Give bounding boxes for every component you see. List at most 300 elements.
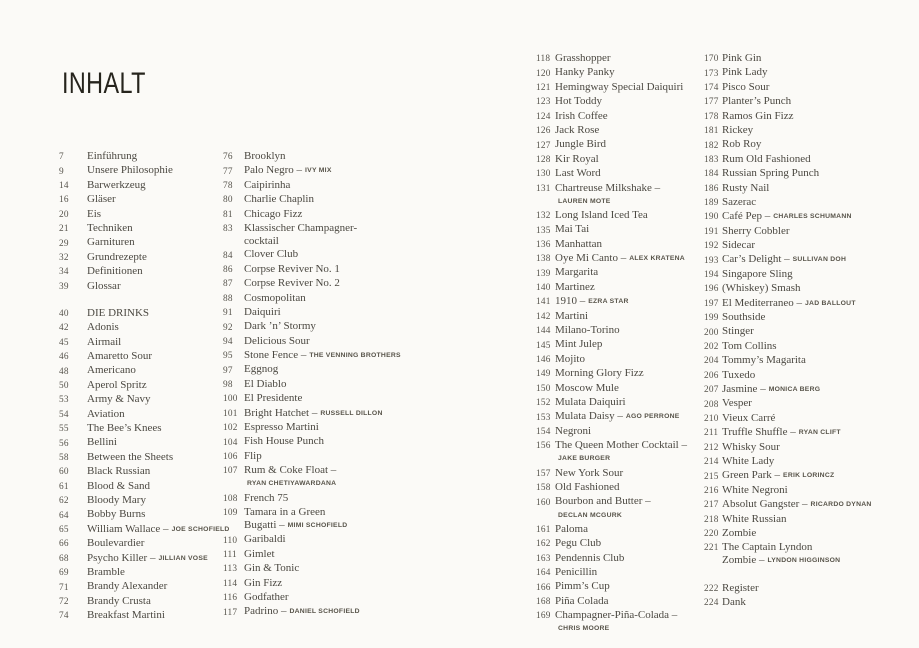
toc-item bbox=[536, 138, 718, 152]
entry-title: Gin & Tonic bbox=[244, 562, 300, 575]
toc-item bbox=[704, 441, 896, 455]
entry-title: Mai Tai bbox=[555, 223, 590, 236]
page-number: 164 bbox=[536, 568, 551, 579]
entry-title: (Whiskey) Smash bbox=[722, 282, 801, 295]
page-number: 123 bbox=[536, 97, 551, 108]
toc-item bbox=[59, 179, 227, 193]
page-number: 9 bbox=[59, 166, 64, 177]
page-number: 68 bbox=[59, 553, 69, 564]
page-number: 81 bbox=[223, 209, 233, 220]
attribution: THE VENNING BROTHERS bbox=[309, 352, 401, 360]
page-number: 128 bbox=[536, 154, 551, 165]
entry-title: Mint Julep bbox=[555, 338, 603, 351]
toc-item bbox=[704, 268, 896, 282]
toc-column-3 bbox=[536, 52, 718, 637]
entry-title: Penicillin bbox=[555, 565, 598, 578]
attribution: RUSSELL DILLON bbox=[320, 409, 383, 417]
toc-item bbox=[536, 566, 718, 580]
toc-item bbox=[704, 167, 896, 181]
entry-title: Airmail bbox=[87, 335, 122, 348]
page-number: 7 bbox=[59, 152, 64, 163]
toc-item bbox=[223, 222, 425, 248]
entry-title: Sherry Cobbler bbox=[722, 224, 790, 237]
entry-title: Piña Colada bbox=[555, 594, 609, 607]
entry-title: Corpse Reviver No. 2 bbox=[244, 277, 340, 290]
toc-item bbox=[59, 321, 227, 335]
page-number: 217 bbox=[704, 500, 719, 511]
toc-item bbox=[704, 527, 896, 541]
page-number: 84 bbox=[223, 250, 233, 261]
entry-title: Army & Navy bbox=[87, 393, 151, 406]
entry-title: William Wallace – JOE SCHOFIELD bbox=[87, 522, 230, 535]
page-number: 40 bbox=[59, 309, 69, 320]
entry-title: Russian Spring Punch bbox=[722, 167, 820, 180]
page-number: 102 bbox=[223, 423, 238, 434]
toc-item bbox=[59, 451, 227, 465]
page-number: 220 bbox=[704, 529, 719, 540]
entry-title: Aviation bbox=[87, 407, 125, 420]
entry-title: Breakfast Martini bbox=[87, 609, 165, 622]
entry-title: Last Word bbox=[555, 167, 601, 180]
toc-item bbox=[223, 179, 425, 193]
page-number: 189 bbox=[704, 198, 719, 209]
toc-item bbox=[704, 369, 896, 383]
toc-item bbox=[704, 513, 896, 527]
toc-item bbox=[223, 248, 425, 262]
toc-item bbox=[223, 464, 425, 491]
toc-column-2 bbox=[223, 150, 425, 620]
attribution: MIMI SCHOFIELD bbox=[287, 522, 348, 530]
entry-title: Pink Gin bbox=[722, 52, 762, 64]
page-number: 88 bbox=[223, 293, 233, 304]
page-number: 191 bbox=[704, 226, 719, 237]
toc-item bbox=[536, 396, 718, 410]
toc-item bbox=[536, 609, 718, 636]
entry-title: El Mediterraneo – JAD BALLOUT bbox=[722, 296, 856, 309]
entry-title: Glossar bbox=[87, 279, 121, 292]
entry-title: Paloma bbox=[555, 522, 588, 535]
entry-title: The Bee’s Knees bbox=[87, 422, 162, 435]
toc-item bbox=[223, 277, 425, 291]
page-number: 212 bbox=[704, 442, 719, 453]
toc-item bbox=[704, 596, 896, 610]
toc-item bbox=[223, 164, 425, 178]
toc-item bbox=[536, 95, 718, 109]
entry-title: White Russian bbox=[722, 512, 787, 525]
toc-item bbox=[59, 552, 227, 566]
page-number: 162 bbox=[536, 539, 551, 550]
attribution: ERIK LORINCZ bbox=[783, 472, 835, 480]
toc-item bbox=[536, 425, 718, 439]
entry-title: Unsere Philosophie bbox=[87, 164, 173, 177]
toc-item bbox=[59, 208, 227, 222]
page-number: 144 bbox=[536, 326, 551, 337]
toc-item bbox=[223, 605, 425, 619]
entry-title: Fish House Punch bbox=[244, 435, 325, 448]
entry-title: Vieux Carré bbox=[722, 411, 776, 424]
entry-title: Bright Hatchet – RUSSELL DILLON bbox=[244, 406, 383, 419]
entry-title: Martinez bbox=[555, 280, 595, 293]
toc-item bbox=[536, 481, 718, 495]
entry-title: Old Fashioned bbox=[555, 480, 620, 493]
toc-item bbox=[536, 467, 718, 481]
entry-title: 1910 – EZRA STAR bbox=[555, 295, 629, 308]
entry-title: Morning Glory Fizz bbox=[555, 367, 644, 380]
page-number: 77 bbox=[223, 166, 233, 177]
page-number: 141 bbox=[536, 297, 551, 308]
entry-title: Klassischer Champagner- cocktail bbox=[244, 221, 358, 248]
attribution: RYAN CHETIYAWARDANA bbox=[247, 480, 337, 488]
entry-title: Adonis bbox=[87, 321, 119, 334]
attribution: JAKE BURGER bbox=[558, 455, 611, 463]
toc-item bbox=[704, 412, 896, 426]
entry-title: Pimm’s Cup bbox=[555, 580, 610, 593]
toc-item bbox=[704, 498, 896, 512]
toc-item bbox=[704, 66, 896, 80]
toc-item bbox=[704, 239, 896, 253]
entry-title: Vesper bbox=[722, 397, 752, 410]
toc-item bbox=[59, 422, 227, 436]
page-number: 32 bbox=[59, 252, 69, 263]
page-number: 72 bbox=[59, 596, 69, 607]
toc-item bbox=[59, 494, 227, 508]
entry-title: Milano-Torino bbox=[555, 324, 620, 337]
toc-column-4 bbox=[704, 52, 896, 610]
page-number: 135 bbox=[536, 225, 551, 236]
toc-item bbox=[536, 266, 718, 280]
toc-item bbox=[536, 595, 718, 609]
entry-title: Grundrezepte bbox=[87, 250, 147, 263]
toc-item bbox=[536, 495, 718, 522]
page-number: 157 bbox=[536, 468, 551, 479]
page-number: 207 bbox=[704, 385, 719, 396]
page-number: 197 bbox=[704, 298, 719, 309]
toc-item bbox=[536, 580, 718, 594]
entry-title: Eis bbox=[87, 207, 102, 220]
entry-title: Psycho Killer – JILLIAN VOSE bbox=[87, 551, 208, 564]
toc-item bbox=[59, 566, 227, 580]
toc-item bbox=[704, 455, 896, 469]
toc-item bbox=[223, 320, 425, 334]
entry-title: Rob Roy bbox=[722, 138, 762, 151]
page-number: 163 bbox=[536, 553, 551, 564]
toc-item bbox=[536, 295, 718, 309]
page-number: 132 bbox=[536, 211, 551, 222]
entry-title: Jack Rose bbox=[555, 123, 600, 136]
page-number: 34 bbox=[59, 267, 69, 278]
toc-group bbox=[59, 150, 227, 294]
entry-title: Brooklyn bbox=[244, 150, 286, 162]
page-number: 53 bbox=[59, 395, 69, 406]
toc-item bbox=[704, 469, 896, 483]
toc-item bbox=[536, 552, 718, 566]
attribution: DANIEL SCHOFIELD bbox=[289, 608, 360, 616]
entry-title: Manhattan bbox=[555, 237, 603, 250]
page-number: 216 bbox=[704, 485, 719, 496]
toc-item bbox=[536, 110, 718, 124]
page-number: 152 bbox=[536, 398, 551, 409]
page-number: 55 bbox=[59, 424, 69, 435]
toc-item bbox=[704, 196, 896, 210]
page-number: 101 bbox=[223, 408, 238, 419]
entry-title: New York Sour bbox=[555, 466, 624, 479]
page-number: 158 bbox=[536, 483, 551, 494]
entry-title: Daiquiri bbox=[244, 305, 281, 318]
page-number: 130 bbox=[536, 169, 551, 180]
page-number: 94 bbox=[223, 336, 233, 347]
attribution: JILLIAN VOSE bbox=[158, 554, 208, 562]
entry-title: Jasmine – MONICA BERG bbox=[722, 382, 821, 395]
toc-item bbox=[223, 577, 425, 591]
entry-title: Chicago Fizz bbox=[244, 207, 303, 220]
entry-title: Garnituren bbox=[87, 236, 135, 249]
page-number: 196 bbox=[704, 284, 719, 295]
entry-title: Americano bbox=[87, 364, 136, 377]
page-number: 124 bbox=[536, 111, 551, 122]
page-number: 178 bbox=[704, 111, 719, 122]
page-number: 78 bbox=[223, 180, 233, 191]
attribution: LAUREN MOTE bbox=[558, 197, 611, 205]
page-number: 104 bbox=[223, 437, 238, 448]
page-number: 54 bbox=[59, 409, 69, 420]
entry-title: Boulevardier bbox=[87, 537, 145, 550]
entry-title: Einführung bbox=[87, 150, 138, 162]
page-number: 211 bbox=[704, 428, 719, 439]
entry-title: Sidecar bbox=[722, 239, 755, 252]
entry-title: Mojito bbox=[555, 352, 585, 365]
toc-group bbox=[223, 150, 425, 620]
entry-title: Bourbon and Butter – DECLAN MCGURK bbox=[555, 495, 651, 519]
page-number: 113 bbox=[223, 564, 238, 575]
toc-item bbox=[223, 392, 425, 406]
toc-item bbox=[223, 378, 425, 392]
page-number: 58 bbox=[59, 453, 69, 463]
toc-item bbox=[704, 52, 896, 66]
page-number: 224 bbox=[704, 598, 719, 609]
toc-item bbox=[536, 153, 718, 167]
page-number: 142 bbox=[536, 311, 551, 322]
toc-item bbox=[704, 282, 896, 296]
page-number: 192 bbox=[704, 241, 719, 252]
toc-item bbox=[223, 407, 425, 421]
attribution: LYNDON HIGGINSON bbox=[767, 557, 841, 565]
entry-title: Truffle Shuffle – RYAN CLIFT bbox=[722, 426, 841, 439]
toc-item bbox=[59, 164, 227, 178]
page-number: 109 bbox=[223, 508, 238, 519]
toc-item bbox=[59, 522, 230, 537]
page-number: 60 bbox=[59, 467, 69, 478]
page-number: 80 bbox=[223, 195, 233, 206]
toc-item bbox=[704, 95, 896, 109]
page-number: 168 bbox=[536, 596, 551, 607]
page-number: 153 bbox=[536, 412, 551, 423]
entry-title: Hemingway Special Daiquiri bbox=[555, 80, 684, 93]
toc-item bbox=[223, 533, 425, 547]
entry-title: Stinger bbox=[722, 325, 754, 338]
entry-title: The Captain Lyndon Zombie – LYNDON HIGGINSON bbox=[722, 541, 841, 567]
page-title: INHALT bbox=[62, 67, 146, 101]
page-number: 76 bbox=[223, 152, 233, 163]
toc-item bbox=[59, 307, 227, 321]
entry-title: Brandy Alexander bbox=[87, 580, 168, 593]
page-number: 204 bbox=[704, 356, 719, 367]
entry-title: Absolut Gangster – RICARDO DYNAN bbox=[722, 498, 872, 511]
toc-item bbox=[536, 353, 718, 367]
page-number: 95 bbox=[223, 351, 233, 362]
entry-title: Tommy’s Magarita bbox=[722, 354, 806, 367]
page-number: 71 bbox=[59, 582, 69, 593]
entry-title: Flip bbox=[244, 449, 262, 462]
page-number: 110 bbox=[223, 535, 238, 546]
entry-title: DIE DRINKS bbox=[87, 306, 150, 319]
attribution: AGO PERRONE bbox=[625, 413, 680, 421]
entry-title: Clover Club bbox=[244, 248, 299, 261]
toc-item bbox=[536, 537, 718, 551]
entry-title: Blood & Sand bbox=[87, 479, 150, 492]
toc-item bbox=[704, 210, 896, 224]
toc-item bbox=[536, 410, 718, 424]
entry-title: Rum Old Fashioned bbox=[722, 152, 811, 165]
entry-title: Between the Sheets bbox=[87, 450, 174, 463]
entry-title: Bobby Burns bbox=[87, 508, 146, 521]
toc-item bbox=[536, 223, 718, 237]
toc-item bbox=[536, 324, 718, 338]
entry-title: Zombie bbox=[722, 526, 757, 539]
entry-title: Delicious Sour bbox=[244, 334, 310, 347]
page-number: 174 bbox=[704, 82, 719, 93]
entry-title: Rusty Nail bbox=[722, 181, 770, 194]
entry-title: Champagner-Piña-Colada – CHRIS MOORE bbox=[555, 609, 678, 633]
toc-item bbox=[704, 138, 896, 152]
toc-item bbox=[536, 209, 718, 223]
page-number: 98 bbox=[223, 380, 233, 391]
page-number: 100 bbox=[223, 394, 238, 405]
toc-item bbox=[704, 110, 896, 124]
toc-item bbox=[704, 325, 896, 339]
entry-title: Dank bbox=[722, 596, 746, 609]
entry-title: Oye Mi Canto – ALEX KRATENA bbox=[555, 252, 685, 265]
toc-item bbox=[223, 506, 425, 533]
page-number: 116 bbox=[223, 593, 238, 604]
toc-item bbox=[536, 367, 718, 381]
page-number: 126 bbox=[536, 126, 551, 137]
entry-title: Espresso Martini bbox=[244, 421, 319, 434]
toc-item bbox=[704, 153, 896, 167]
entry-title: Dark ’n’ Stormy bbox=[244, 320, 316, 333]
entry-title: Singapore Sling bbox=[722, 267, 793, 280]
page-number: 206 bbox=[704, 370, 719, 381]
page-number: 222 bbox=[704, 583, 719, 594]
toc-item bbox=[59, 222, 227, 236]
attribution: JOE SCHOFIELD bbox=[171, 525, 230, 533]
toc-item bbox=[536, 52, 718, 66]
entry-title: Margarita bbox=[555, 266, 599, 279]
entry-title: Charlie Chaplin bbox=[244, 193, 314, 206]
attribution: RICARDO DYNAN bbox=[810, 501, 872, 509]
toc-item bbox=[59, 436, 227, 450]
entry-title: Sazerac bbox=[722, 195, 757, 208]
entry-title: Chartreuse Milkshake – LAUREN MOTE bbox=[555, 181, 661, 205]
toc-item bbox=[704, 383, 896, 397]
page-number: 127 bbox=[536, 140, 551, 151]
page-number: 199 bbox=[704, 313, 719, 324]
entry-title: Cosmopolitan bbox=[244, 291, 306, 304]
page-number: 62 bbox=[59, 496, 69, 507]
toc-item bbox=[59, 251, 227, 265]
entry-title: Café Pep – CHARLES SCHUMANN bbox=[722, 210, 852, 223]
entry-title: The Queen Mother Cocktail – JAKE BURGER bbox=[555, 439, 687, 463]
toc-item bbox=[223, 263, 425, 277]
entry-title: Godfather bbox=[244, 590, 289, 603]
page-number: 97 bbox=[223, 365, 233, 376]
toc-item bbox=[223, 492, 425, 506]
page-number: 210 bbox=[704, 413, 719, 424]
toc-item bbox=[704, 182, 896, 196]
entry-title: Register bbox=[722, 581, 759, 594]
page-number: 92 bbox=[223, 322, 233, 333]
toc-item bbox=[704, 426, 896, 440]
entry-title: White Lady bbox=[722, 454, 775, 467]
attribution: ALEX KRATENA bbox=[629, 255, 685, 263]
entry-title: Brandy Crusta bbox=[87, 594, 151, 607]
entry-title: El Diablo bbox=[244, 377, 287, 390]
page-number: 20 bbox=[59, 209, 69, 220]
entry-title: Rum & Coke Float – RYAN CHETIYAWARDANA bbox=[244, 464, 337, 488]
page-number: 45 bbox=[59, 337, 69, 348]
page-number: 86 bbox=[223, 264, 233, 275]
page-number: 170 bbox=[704, 54, 719, 65]
page-number: 118 bbox=[536, 54, 551, 65]
toc-item bbox=[704, 340, 896, 354]
entry-title: Gin Fizz bbox=[244, 576, 283, 589]
toc-item bbox=[59, 609, 227, 623]
toc-item bbox=[59, 480, 227, 494]
page-number: 107 bbox=[223, 466, 238, 477]
page-number: 106 bbox=[223, 452, 238, 463]
toc-item bbox=[223, 562, 425, 576]
entry-title: Bramble bbox=[87, 565, 125, 578]
page-number: 161 bbox=[536, 524, 551, 535]
page-number: 139 bbox=[536, 268, 551, 279]
entry-title: Mulata Daiquiri bbox=[555, 396, 626, 408]
page-number: 154 bbox=[536, 426, 551, 437]
toc-item bbox=[536, 66, 718, 80]
toc-item bbox=[704, 253, 896, 267]
entry-title: Whisky Sour bbox=[722, 440, 780, 453]
page-number: 173 bbox=[704, 68, 719, 79]
toc-item bbox=[536, 523, 718, 537]
toc-item bbox=[223, 193, 425, 207]
page-number: 42 bbox=[59, 323, 69, 334]
toc-item bbox=[223, 306, 425, 320]
entry-title: Caipirinha bbox=[244, 178, 291, 191]
toc-item bbox=[536, 124, 718, 138]
entry-title: Black Russian bbox=[87, 465, 151, 478]
page-number: 166 bbox=[536, 582, 551, 593]
toc-item bbox=[536, 182, 718, 209]
toc-item bbox=[59, 280, 227, 294]
entry-title: El Presidente bbox=[244, 392, 303, 405]
toc-group bbox=[704, 582, 896, 611]
page-number: 194 bbox=[704, 270, 719, 281]
entry-title: Pegu Club bbox=[555, 537, 602, 550]
entry-title: Southside bbox=[722, 311, 766, 324]
toc-item bbox=[223, 548, 425, 562]
entry-title: Rickey bbox=[722, 123, 754, 136]
entry-title: Tom Collins bbox=[722, 339, 777, 352]
entry-title: Corpse Reviver No. 1 bbox=[244, 262, 340, 275]
page-number: 138 bbox=[536, 254, 551, 265]
